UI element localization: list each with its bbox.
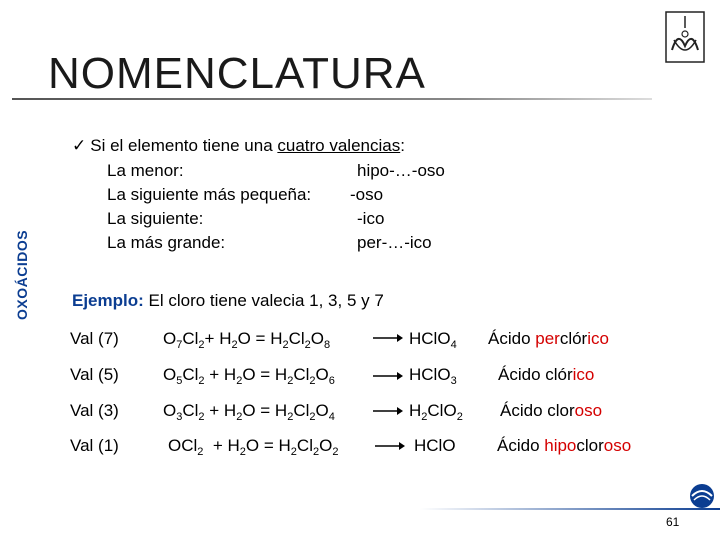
arrow-icon [373, 333, 403, 343]
acid-formula: $H_2ClO_2$ [409, 401, 463, 423]
side-label: OXOÁCIDOS [14, 229, 30, 320]
acid-name: Ácido clórico [498, 365, 595, 384]
acid-name: Ácido perclórico [488, 329, 609, 348]
reaction-equation: $O_7Cl_2+ H_2O = H_2Cl_2O_8$ [163, 329, 331, 351]
rule-suffix: hipo-…-oso [357, 161, 445, 180]
school-logo-icon [686, 482, 718, 510]
footer-line [420, 508, 720, 510]
acid-formula: HClO [414, 436, 456, 455]
arrow-icon [373, 406, 403, 416]
bullet-text-underlined: cuatro valencias [277, 136, 401, 155]
bullet-line [72, 136, 405, 156]
arrow-icon [373, 371, 403, 381]
rule-label: La siguiente: [107, 209, 204, 228]
page-number: 61 [666, 515, 680, 529]
example-line [72, 291, 384, 311]
acid-formula: HClO$_4$ [409, 329, 457, 351]
acid-formula: HClO$_3$ [409, 365, 457, 387]
valence-label: Val (5) [70, 365, 119, 384]
arrow-icon [375, 441, 405, 451]
bullet-text-post: : [400, 136, 405, 155]
rule-label: La menor: [107, 161, 184, 180]
reaction-equation: $O_3Cl_2 + H_2O = H_2Cl_2O_4$ [163, 401, 335, 423]
rule-suffix: per-…-ico [357, 233, 432, 252]
title-underline [12, 98, 652, 100]
reaction-equation: $O_5Cl_2 + H_2O = H_2Cl_2O_6$ [163, 365, 335, 387]
rule-suffix: -oso [350, 185, 384, 204]
example-text: El cloro tiene valecia 1, 3, 5 y 7 [143, 291, 384, 310]
acid-name: Ácido cloroso [500, 401, 603, 420]
valence-label: Val (3) [70, 401, 119, 420]
example-label: Ejemplo: [72, 291, 144, 310]
check-icon: ✓ [72, 136, 87, 155]
acid-name: Ácido hipocloroso [497, 436, 632, 455]
rule-label: La siguiente más pequeña: [107, 185, 312, 204]
valence-label: Val (1) [70, 436, 119, 455]
bullet-text-pre: Si el elemento tiene una [90, 136, 278, 155]
rule-suffix: -ico [357, 209, 385, 228]
institution-emblem-icon [662, 10, 708, 76]
slide-title: NOMENCLATURA [48, 49, 426, 98]
rule-label: La más grande: [107, 233, 226, 252]
valence-label: Val (7) [70, 329, 119, 348]
reaction-equation: $OCl_2 + H_2O = H_2Cl_2O_2$ [168, 436, 339, 458]
